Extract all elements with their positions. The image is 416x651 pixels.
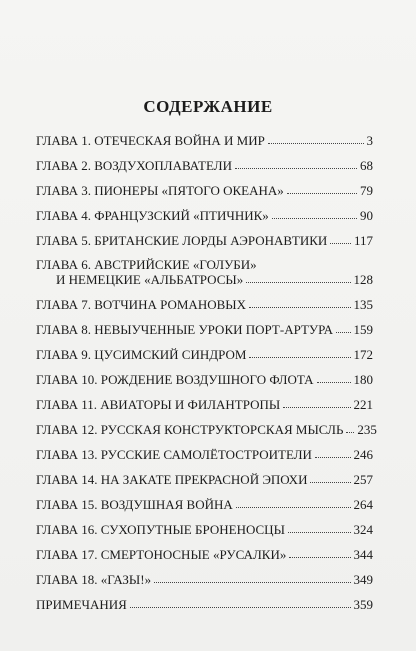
toc-entry-18: [36, 562, 373, 587]
toc-entry-line-2: [36, 272, 373, 287]
toc-entry-title: ГЛАВА 1. ОТЕЧЕСКАЯ ВОЙНА И МИР: [36, 133, 265, 148]
toc-entry-10: [36, 362, 373, 387]
toc-entry-title: ГЛАВА 2. ВОЗДУХОПЛАВАТЕЛИ: [36, 158, 232, 173]
toc-entry-page: 235: [357, 422, 377, 437]
toc-entry-page: 79: [360, 183, 373, 198]
toc-entry-12: [36, 412, 377, 437]
toc-entry-3: [36, 173, 373, 198]
toc-entry-page: 257: [353, 472, 373, 487]
toc-entry-6: [36, 248, 373, 287]
toc-entry-title: ГЛАВА 9. ЦУСИМСКИЙ СИНДРОМ: [36, 347, 247, 362]
dot-leader: [246, 282, 350, 283]
toc-entry-11: [36, 387, 373, 412]
toc-entry-17: [36, 537, 373, 562]
toc-entry-5: [36, 223, 373, 248]
toc-entry-19: [36, 587, 373, 612]
toc-entry-title-continued: И НЕМЕЦКИЕ «АЛЬБАТРОСЫ»: [56, 272, 244, 287]
dot-leader: [154, 582, 350, 583]
toc-entry-page: 349: [353, 572, 373, 587]
toc-entry-page: 135: [353, 297, 373, 312]
toc-entry-title: ГЛАВА 7. ВОТЧИНА РОМАНОВЫХ: [36, 297, 246, 312]
dot-leader: [272, 218, 357, 219]
toc-entry-title: ГЛАВА 15. ВОЗДУШНАЯ ВОЙНА: [36, 497, 233, 512]
toc-entry-title: ГЛАВА 3. ПИОНЕРЫ «ПЯТОГО ОКЕАНА»: [36, 183, 284, 198]
toc-entry-1: [36, 123, 373, 148]
toc-entry-page: 3: [366, 133, 373, 148]
toc-entry-2: [36, 148, 373, 173]
toc-entry-page: 344: [353, 547, 373, 562]
dot-leader: [130, 607, 351, 608]
toc-entry-line-1: [36, 257, 373, 272]
toc-entry-title: ГЛАВА 13. РУССКИЕ САМОЛЁТОСТРОИТЕЛИ: [36, 447, 312, 462]
toc-entry-page: 264: [353, 497, 373, 512]
toc-entry-page: 246: [353, 447, 373, 462]
toc-entry-page: 172: [353, 347, 373, 362]
toc-entry-page: 117: [353, 233, 373, 248]
dot-leader: [330, 243, 351, 244]
dot-leader: [283, 407, 350, 408]
dot-leader: [317, 382, 351, 383]
dot-leader: [249, 357, 350, 358]
toc-entry-title: ГЛАВА 16. СУХОПУТНЫЕ БРОНЕНОСЦЫ: [36, 522, 285, 537]
toc-entry-13: [36, 437, 373, 462]
toc-entry-title: ГЛАВА 4. ФРАНЦУЗСКИЙ «ПТИЧНИК»: [36, 208, 269, 223]
toc-entry-page: 324: [353, 522, 373, 537]
dot-leader: [346, 432, 354, 433]
toc-entry-title: ГЛАВА 18. «ГАЗЫ!»: [36, 572, 152, 587]
toc-entry-title: ПРИМЕЧАНИЯ: [36, 597, 127, 612]
toc-entry-title: ГЛАВА 17. СМЕРТОНОСНЫЕ «РУСАЛКИ»: [36, 547, 287, 562]
toc-entry-title: ГЛАВА 5. БРИТАНСКИЕ ЛОРДЫ АЭРОНАВТИКИ: [36, 233, 328, 248]
toc-entry-14: [36, 462, 373, 487]
toc-entry-7: [36, 287, 373, 312]
toc-entry-page: 180: [353, 372, 373, 387]
toc-entry-title: ГЛАВА 6. АВСТРИЙСКИЕ «ГОЛУБИ»: [36, 257, 257, 272]
page-title: СОДЕРЖАНИЕ: [143, 97, 273, 116]
dot-leader: [310, 482, 350, 483]
toc-entry-15: [36, 487, 373, 512]
toc-entry-page: 128: [353, 272, 373, 287]
dot-leader: [235, 168, 357, 169]
dot-leader: [315, 457, 351, 458]
toc-entry-4: [36, 198, 373, 223]
dot-leader: [268, 143, 364, 144]
toc-entry-page: 359: [353, 597, 373, 612]
toc-entry-page: 221: [353, 397, 373, 412]
table-of-contents: [36, 123, 377, 612]
toc-entry-page: 159: [353, 322, 373, 337]
dot-leader: [288, 532, 351, 533]
dot-leader: [249, 307, 351, 308]
toc-entry-16: [36, 512, 373, 537]
toc-entry-8: [36, 312, 373, 337]
toc-entry-title: ГЛАВА 11. АВИАТОРЫ И ФИЛАНТРОПЫ: [36, 397, 281, 412]
toc-entry-title: ГЛАВА 12. РУССКАЯ КОНСТРУКТОРСКАЯ МЫСЛЬ: [36, 422, 344, 437]
dot-leader: [236, 507, 351, 508]
toc-entry-9: [36, 337, 373, 362]
toc-entry-page: 90: [360, 208, 373, 223]
toc-entry-title: ГЛАВА 8. НЕВЫУЧЕННЫЕ УРОКИ ПОРТ-АРТУРА: [36, 322, 334, 337]
dot-leader: [289, 557, 350, 558]
toc-entry-title: ГЛАВА 10. РОЖДЕНИЕ ВОЗДУШНОГО ФЛОТА: [36, 372, 314, 387]
dot-leader: [287, 193, 357, 194]
toc-entry-title: ГЛАВА 14. НА ЗАКАТЕ ПРЕКРАСНОЙ ЭПОХИ: [36, 472, 308, 487]
dot-leader: [336, 332, 350, 333]
toc-entry-page: 68: [360, 158, 373, 173]
